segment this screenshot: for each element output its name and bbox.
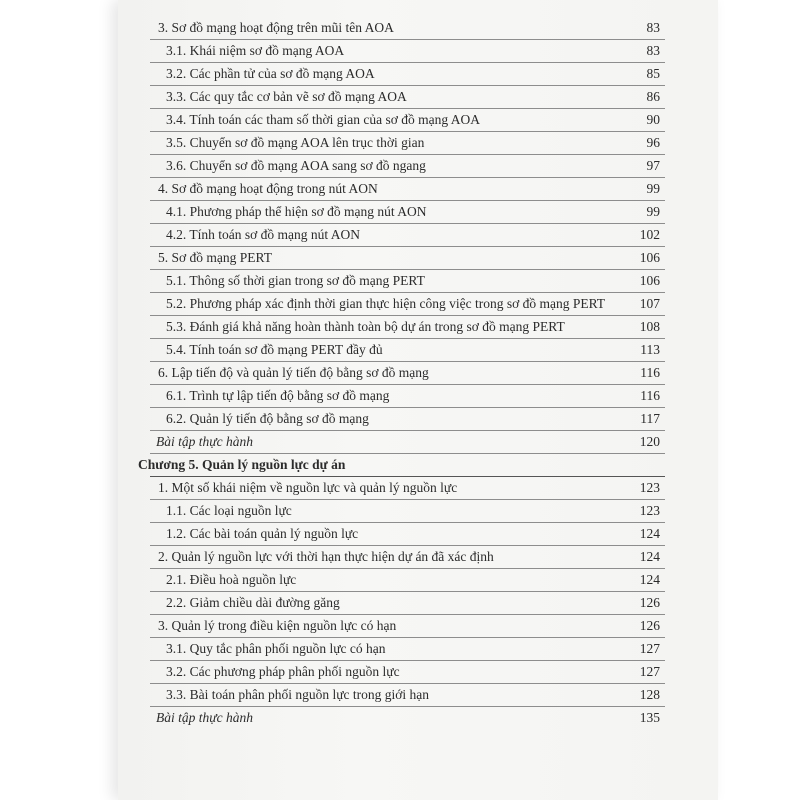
toc-entry-title: 3.1. Khái niệm sơ đồ mạng AOA — [166, 43, 345, 58]
toc-entry — [150, 661, 665, 684]
toc-entry — [150, 385, 665, 408]
toc-page-number: 96 — [646, 135, 660, 150]
toc-page-number: 83 — [646, 43, 660, 58]
toc-entry — [150, 86, 665, 109]
toc-page-number: 116 — [640, 365, 660, 380]
toc-entry — [150, 224, 665, 247]
toc-entry-title: 5.1. Thông số thời gian trong sơ đồ mạng PERT — [166, 273, 425, 288]
toc-entry-title: 3.1. Quy tắc phân phối nguồn lực có hạn — [166, 641, 386, 656]
toc-entry-title: 5. Sơ đồ mạng PERT — [158, 250, 272, 265]
toc-entry — [150, 316, 665, 339]
toc-entry-title: 2. Quản lý nguồn lực với thời hạn thực hiện dự án đã xác định — [158, 549, 494, 564]
toc-page-number: 117 — [640, 411, 660, 426]
toc-page-number: 120 — [639, 434, 660, 449]
toc-page-number: 126 — [639, 595, 660, 610]
toc-entry-title: Bài tập thực hành — [156, 434, 253, 449]
toc-entry — [150, 201, 665, 224]
toc-entry — [150, 477, 665, 500]
toc-entry-title: 3.5. Chuyển sơ đồ mạng AOA lên trục thời gian — [166, 135, 425, 150]
toc-entry-title: 3.3. Các quy tắc cơ bản vẽ sơ đồ mạng AOA — [166, 89, 407, 104]
toc-entry-title: 2.2. Giảm chiều dài đường găng — [166, 595, 340, 610]
toc-entry — [150, 615, 665, 638]
chapter-heading — [138, 454, 665, 477]
toc-exercise-entry — [150, 431, 665, 454]
toc-page-number: 107 — [639, 296, 660, 311]
toc-entry — [150, 17, 665, 40]
toc-page-number: 106 — [639, 273, 660, 288]
toc-page-number: 123 — [639, 503, 660, 518]
toc-entry — [150, 178, 665, 201]
toc-page-number: 99 — [646, 204, 660, 219]
toc-entry — [150, 155, 665, 178]
toc-page-number: 124 — [639, 572, 660, 587]
toc-entry — [150, 638, 665, 661]
toc-exercise-entry — [150, 707, 665, 729]
toc-entry-title: Chương 5. Quản lý nguồn lực dự án — [138, 457, 346, 472]
toc-entry — [150, 500, 665, 523]
toc-entry-title: 2.1. Điều hoà nguồn lực — [166, 572, 297, 587]
toc-entry — [150, 362, 665, 385]
toc-entry — [150, 247, 665, 270]
toc-entry — [150, 408, 665, 431]
toc-entry-title: 5.3. Đánh giá khả năng hoàn thành toàn bộ dự án trong sơ đồ mạng PERT — [166, 319, 565, 334]
toc-entry-title: 1.2. Các bài toán quản lý nguồn lực — [166, 526, 359, 541]
toc-entry-title: 6. Lập tiến độ và quản lý tiến độ bằng sơ đồ mạng — [158, 365, 429, 380]
toc-entry — [150, 40, 665, 63]
toc-entry — [150, 684, 665, 707]
toc-page-number: 124 — [639, 549, 660, 564]
toc-page-number: 86 — [646, 89, 660, 104]
toc-page-number: 124 — [639, 526, 660, 541]
toc-entry — [150, 569, 665, 592]
toc-entry — [150, 109, 665, 132]
toc-page-number: 106 — [639, 250, 660, 265]
toc-entry-title: 3.6. Chuyển sơ đồ mạng AOA sang sơ đồ ngang — [166, 158, 426, 173]
toc-entry-title: 3. Quản lý trong điều kiện nguồn lực có hạn — [158, 618, 397, 633]
toc-page-number: 123 — [639, 480, 660, 495]
toc-entry-title: 3.3. Bài toán phân phối nguồn lực trong giới hạn — [166, 687, 430, 702]
toc-entry — [150, 523, 665, 546]
toc-page-number: 127 — [639, 664, 660, 679]
toc-page-number: 99 — [646, 181, 660, 196]
toc-page-number: 135 — [639, 710, 660, 725]
toc-entry-title: 4. Sơ đồ mạng hoạt động trong nút AON — [158, 181, 378, 196]
toc-entry — [150, 592, 665, 615]
toc-entry-title: Bài tập thực hành — [156, 710, 253, 725]
toc-entry-title: 5.2. Phương pháp xác định thời gian thực hiện công việc trong sơ đồ mạng PERT — [166, 296, 606, 311]
toc-entry — [150, 546, 665, 569]
toc-entry-title: 1. Một số khái niệm về nguồn lực và quản lý nguồn lực — [158, 480, 458, 495]
toc-entry — [150, 63, 665, 86]
toc-entry-title: 6.2. Quản lý tiến độ bằng sơ đồ mạng — [166, 411, 369, 426]
toc-page-number: 85 — [646, 66, 660, 81]
toc-entry-title: 4.1. Phương pháp thể hiện sơ đồ mạng nút AON — [166, 204, 427, 219]
toc-page-number: 128 — [639, 687, 660, 702]
toc-page-number: 97 — [646, 158, 660, 173]
toc-page-number: 126 — [639, 618, 660, 633]
toc-entry — [150, 132, 665, 155]
toc-page-number: 116 — [640, 388, 660, 403]
toc-page-number: 90 — [646, 112, 660, 127]
toc-entry-title: 5.4. Tính toán sơ đồ mạng PERT đầy đủ — [166, 342, 383, 357]
toc-entry-title: 1.1. Các loại nguồn lực — [166, 503, 292, 518]
toc-entry-title: 3.4. Tính toán các tham số thời gian của sơ đồ mạng AOA — [166, 112, 480, 127]
toc-entry-title: 6.1. Trình tự lập tiến độ bằng sơ đồ mạng — [166, 388, 390, 403]
toc-page-number: 102 — [639, 227, 660, 242]
toc-entry-title: 3.2. Các phương pháp phân phối nguồn lực — [166, 664, 400, 679]
toc-page-number: 113 — [640, 342, 660, 357]
toc-entry-title: 3.2. Các phần tử của sơ đồ mạng AOA — [166, 66, 375, 81]
toc-entry-title: 3. Sơ đồ mạng hoạt động trên mũi tên AOA — [158, 20, 394, 35]
toc-entry — [150, 270, 665, 293]
toc-entry — [150, 293, 665, 316]
toc-entry-title: 4.2. Tính toán sơ đồ mạng nút AON — [166, 227, 361, 242]
toc-page-number: 127 — [639, 641, 660, 656]
toc-page-number: 108 — [639, 319, 660, 334]
table-of-contents — [138, 17, 665, 729]
toc-entry — [150, 339, 665, 362]
toc-page-number: 83 — [646, 20, 660, 35]
